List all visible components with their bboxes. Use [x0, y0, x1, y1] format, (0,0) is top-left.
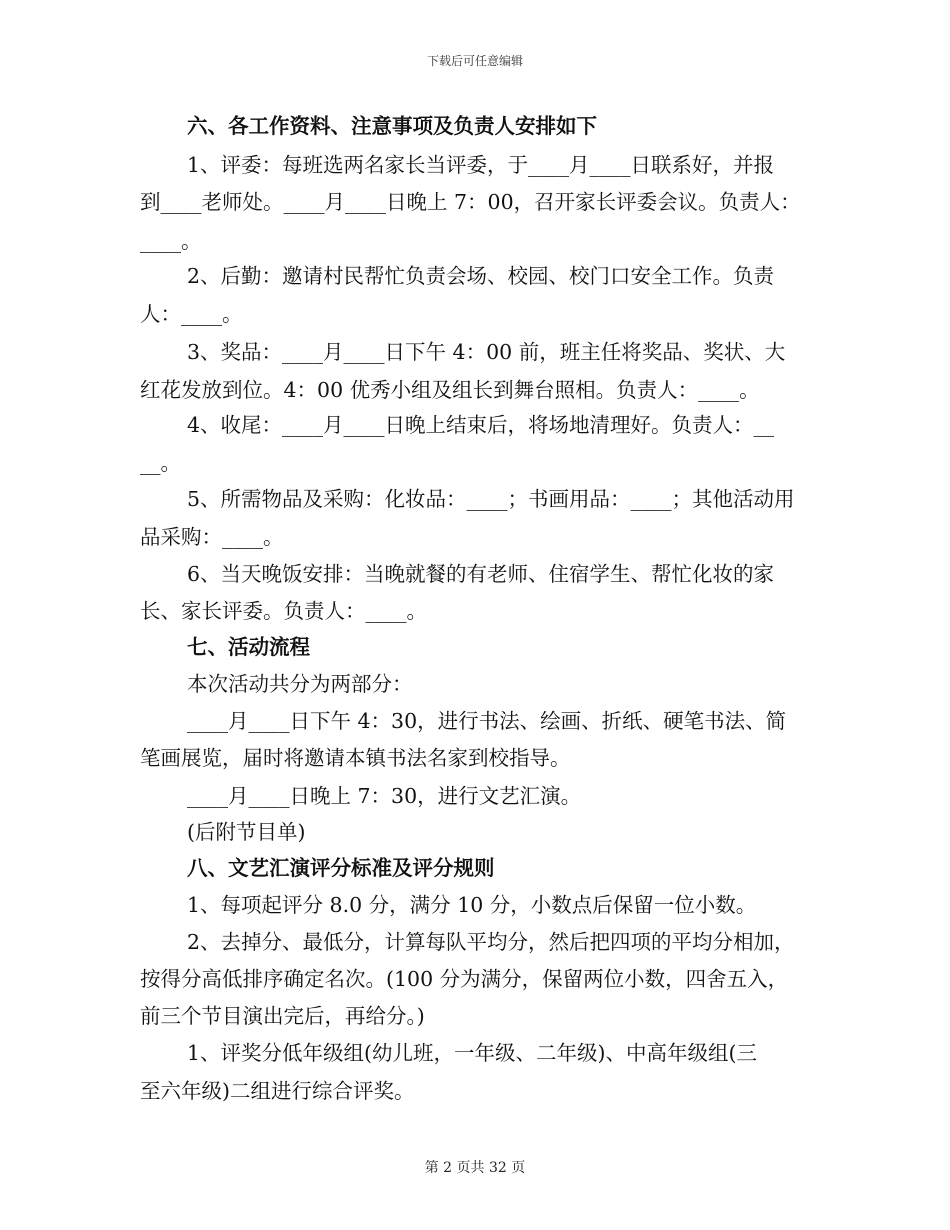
paragraph-line: 1、评奖分低年级组(幼儿班，一年级、二年级)、中高年级组(三 [187, 1041, 758, 1065]
paragraph-line: 到____老师处。____月____日晚上 7：00，召开家长评委会议。负责人： [140, 190, 801, 214]
paragraph-line: 前三个节目演出完后，再给分。) [140, 1004, 425, 1028]
paragraph-line: 2、去掉分、最低分，计算每队平均分，然后把四项的平均分相加， [187, 930, 795, 954]
paragraph-line: 至六年级)二组进行综合评奖。 [140, 1079, 415, 1103]
page-footer: 第 2 页共 32 页 [424, 1160, 526, 1176]
paragraph-line: (后附节目单) [187, 820, 306, 844]
paragraph-line: 品采购：____。 [140, 525, 284, 549]
paragraph-line: 红花发放到位。4：00 优秀小组及组长到舞台照相。负责人：____。 [140, 378, 760, 402]
section-heading-7: 七、活动流程 [187, 635, 310, 659]
paragraph-line: 长、家长评委。负责人：____。 [140, 599, 427, 623]
page-header: 下载后可任意编辑 [426, 54, 523, 68]
paragraph-line: 人：____。 [140, 302, 243, 326]
section-heading-8: 八、文艺汇演评分标准及评分规则 [187, 856, 495, 880]
paragraph-line: ____。 [140, 229, 202, 253]
paragraph-line: 按得分高低排序确定名次。(100 分为满分，保留两位小数，四舍五入， [140, 967, 789, 991]
paragraph-line: ____月____日下午 4：30，进行书法、绘画、折纸、硬笔书法、简 [187, 709, 787, 733]
paragraph-line: 2、后勤：邀请村民帮忙负责会场、校园、校门口安全工作。负责 [187, 264, 775, 288]
paragraph-line: 1、评委：每班选两名家长当评委，于____月____日联系好，并报 [187, 153, 775, 177]
paragraph-line: 1、每项起评分 8.0 分，满分 10 分，小数点后保留一位小数。 [187, 893, 757, 917]
paragraph-line: ____月____日晚上 7：30，进行文艺汇演。 [187, 784, 582, 808]
paragraph-line: 笔画展览，届时将邀请本镇书法名家到校指导。 [140, 746, 571, 770]
paragraph-line: 本次活动共分为两部分： [187, 672, 413, 696]
paragraph-line: 6、当天晚饭安排：当晚就餐的有老师、住宿学生、帮忙化妆的家 [187, 562, 775, 586]
paragraph-line: 5、所需物品及采购：化妆品：____；书画用品：____；其他活动用 [187, 487, 795, 511]
paragraph-line: __。 [140, 451, 181, 475]
paragraph-line: 3、奖品：____月____日下午 4：00 前，班主任将奖品、奖状、大 [187, 340, 786, 364]
paragraph-line: 4、收尾：____月____日晚上结束后，将场地清理好。负责人：__ [187, 413, 775, 437]
section-heading-6: 六、各工作资料、注意事项及负责人安排如下 [187, 114, 597, 138]
